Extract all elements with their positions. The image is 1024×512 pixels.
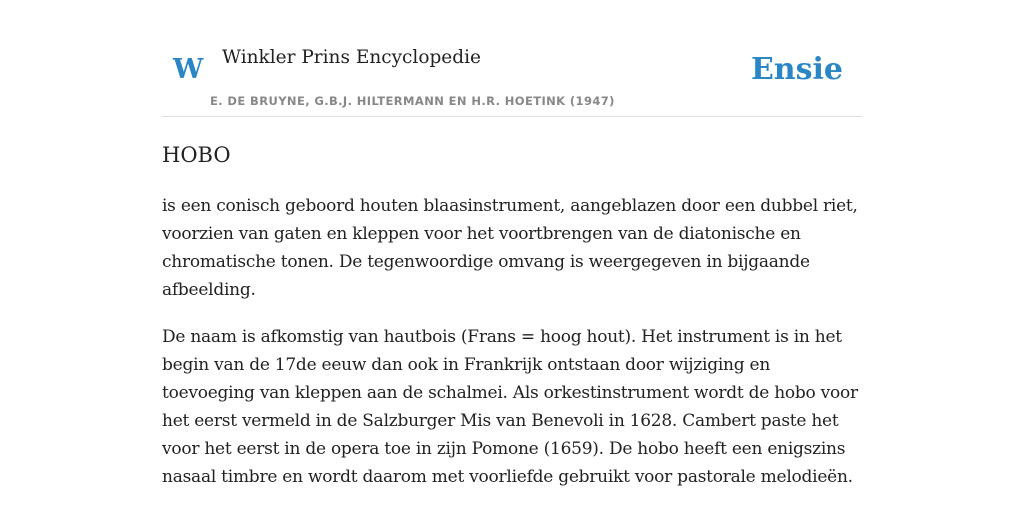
- article-paragraph: De naam is afkomstig van hautbois (Frans = hoog hout). Het instrument is in het begin van de 17de eeuw dan ook in Frankrijk ontstaan door wijziging en toevoeging van kleppen aan de schalmei. Als orkestinstrument wordt de hobo voor het eerst vermeld in de Salzburger Mis van Benevoli in 1628. Cambert paste het voor het eerst in de opera toe in zijn Pomone (1659). De hobo heeft een enigszins nasaal timbre en wordt daarom met voorliefde gebruikt voor pastorale melodieën.: [162, 327, 858, 487]
- ensie-brand-logo[interactable]: Ensie: [750, 52, 843, 87]
- ensie-card: [162, 0, 862, 512]
- authors-line: E. DE BRUYNE, G.B.J. HILTERMANN EN H.R. HOETINK (1947): [210, 94, 615, 108]
- page-title: HOBO: [162, 143, 231, 167]
- source-title[interactable]: Winkler Prins Encyclopedie: [222, 47, 481, 68]
- winkler-prins-logo: W: [173, 54, 204, 85]
- article-paragraph: is een conisch geboord houten blaasinstrument, aangeblazen door een dubbel riet, voorzien van gaten en kleppen voor het voortbrengen van de diatonische en chromatische tonen. De tegenwoordige omvang is weergegeven in bijgaande afbeelding.: [162, 196, 858, 300]
- article: [162, 138, 862, 491]
- header: [162, 0, 862, 117]
